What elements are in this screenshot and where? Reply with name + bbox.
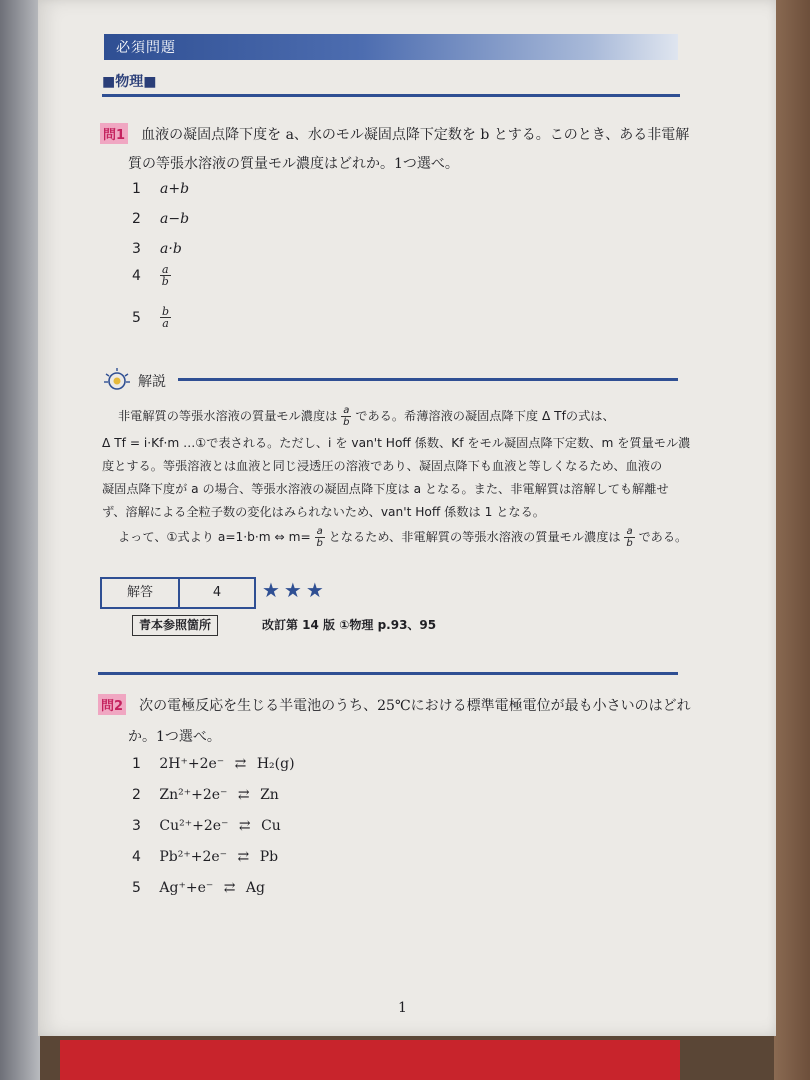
answer-box — [100, 577, 256, 609]
answer-value: 4 — [212, 585, 222, 600]
option-value: a−b — [160, 211, 190, 227]
subject-rule — [102, 94, 680, 97]
q2-option-1 — [132, 756, 295, 772]
q2-option-3 — [132, 818, 281, 834]
text-span: 非電解質の等張水溶液の質量モル濃度は — [118, 409, 338, 423]
background-left-surface — [0, 0, 40, 1080]
fraction-denominator: b — [626, 538, 633, 549]
fraction-denominator: b — [161, 275, 169, 288]
section-divider — [98, 672, 678, 675]
lightbulb-icon — [102, 366, 132, 396]
option-value: a+b — [160, 181, 190, 197]
background-right-surface — [774, 0, 810, 1080]
option-number: 3 — [132, 241, 141, 257]
reference-badge: 青本参照箇所 — [132, 615, 218, 636]
fraction-denominator: b — [316, 538, 323, 549]
q1-option-3 — [132, 238, 182, 257]
explain-rule — [178, 378, 678, 381]
option-number: 5 — [132, 880, 141, 896]
background-red-cover — [60, 1040, 680, 1080]
option-number: 1 — [132, 756, 141, 772]
explain-line4: 凝固点降下度が a の場合、等張水溶液の凝固点降下度は a となる。また、非電解質は溶解しても解離せ — [102, 482, 669, 496]
option-number: 2 — [132, 211, 141, 227]
difficulty-stars: ★★★ — [262, 578, 328, 602]
explain-line6 — [118, 526, 687, 549]
fraction — [624, 526, 634, 549]
equilibrium-arrow-icon: ⇄ — [237, 849, 250, 865]
q1-option-2 — [132, 208, 189, 227]
page-number: 1 — [398, 1000, 407, 1016]
q2-text-line2: か。1つ選べ。 — [128, 729, 221, 745]
fraction — [160, 306, 171, 329]
fraction-numerator: a — [162, 263, 169, 276]
option-number: 1 — [132, 181, 141, 197]
explain-line1 — [118, 405, 615, 428]
option-value: a·b — [160, 241, 182, 257]
q1-block — [100, 122, 689, 149]
fraction — [315, 526, 325, 549]
explain-heading: 解説 — [138, 374, 166, 390]
q1-text-line1: 血液の凝固点降下度を a、水のモル凝固点降下定数を b とする。このとき、ある非電解 — [141, 127, 690, 143]
q1-option-1 — [132, 178, 189, 197]
book-page — [38, 0, 776, 1036]
equilibrium-arrow-icon: ⇄ — [223, 880, 236, 896]
reaction-rhs: H₂(g) — [256, 756, 295, 772]
q2-block — [98, 693, 691, 720]
option-number: 4 — [132, 849, 141, 865]
option-number: 2 — [132, 787, 141, 803]
q2-option-4 — [132, 849, 278, 865]
explain-line2: Δ Tf = i·Kf·m …①で表される。ただし、i を van't Hoff 係数、Kf をモル凝固点降下定数、m を質量モル濃 — [102, 436, 691, 450]
fraction-denominator: b — [343, 417, 350, 428]
q1-text-line2: 質の等張水溶液の質量モル濃度はどれか。1つ選べ。 — [128, 156, 459, 172]
option-number: 5 — [132, 310, 141, 326]
fraction-numerator: a — [316, 526, 323, 537]
section-header-bar — [104, 34, 678, 60]
equilibrium-arrow-icon: ⇄ — [238, 818, 251, 834]
q1-option-4 — [132, 264, 171, 287]
equilibrium-arrow-icon: ⇄ — [234, 756, 247, 772]
fraction-denominator: a — [162, 317, 169, 330]
fraction — [341, 405, 351, 428]
q1-option-5 — [132, 306, 171, 329]
reaction-lhs: Pb²⁺+2e⁻ — [159, 849, 228, 865]
q2-option-2 — [132, 787, 279, 803]
reaction-lhs: Cu²⁺+2e⁻ — [159, 818, 229, 834]
reaction-rhs: Pb — [259, 849, 279, 865]
equilibrium-arrow-icon: ⇄ — [237, 787, 250, 803]
reaction-rhs: Ag — [245, 880, 265, 896]
text-span: である。 — [638, 530, 688, 544]
explain-line3: 度とする。等張溶液とは血液と同じ浸透圧の溶液であり、凝固点降下も血液と等しくなるため、血液の — [102, 459, 663, 473]
option-number: 4 — [132, 268, 141, 284]
reaction-rhs: Cu — [261, 818, 281, 834]
fraction-numerator: b — [162, 305, 170, 318]
answer-label: 解答 — [102, 579, 180, 607]
reaction-lhs: Ag⁺+e⁻ — [159, 880, 214, 896]
fraction-numerator: a — [626, 526, 633, 537]
reaction-lhs: 2H⁺+2e⁻ — [159, 756, 225, 772]
q2-badge: 問2 — [98, 694, 126, 715]
q2-text-line1: 次の電極反応を生じる半電池のうち、25℃における標準電極電位が最も小さいのはどれ — [139, 698, 691, 714]
reference-text: 改訂第 14 版 ①物理 p.93、95 — [262, 618, 437, 632]
reaction-rhs: Zn — [260, 787, 279, 803]
q2-option-5 — [132, 880, 265, 896]
fraction — [160, 264, 171, 287]
fraction-numerator: a — [343, 405, 350, 416]
option-number: 3 — [132, 818, 141, 834]
text-span: となるため、非電解質の等張水溶液の質量モル濃度は — [328, 530, 621, 544]
subject-label: ■物理■ — [102, 74, 157, 90]
text-span: である。希薄溶液の凝固点降下度 Δ Tfの式は、 — [355, 409, 615, 423]
explain-line5: ず、溶解による全粒子数の変化はみられないため、van't Hoff 係数は 1 となる。 — [102, 505, 545, 519]
q1-badge: 問1 — [100, 123, 128, 144]
reaction-lhs: Zn²⁺+2e⁻ — [159, 787, 228, 803]
text-span: よって、①式より a=1·b·m ⇔ m= — [118, 530, 311, 544]
section-title: 必須問題 — [116, 40, 176, 56]
